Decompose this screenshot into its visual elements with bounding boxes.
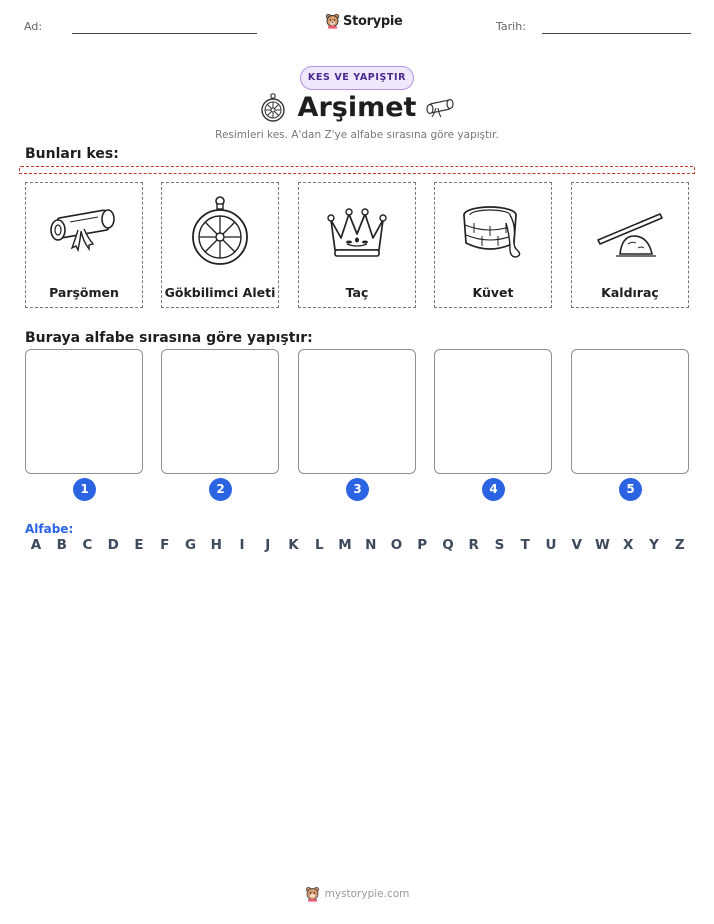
slot-number-3: 3 [346,478,369,501]
cut-section-heading: Bunları kes: [25,146,119,162]
paste-slot-2[interactable] [161,349,279,474]
alphabet-letter: A [30,537,42,553]
slot-number-2: 2 [209,478,232,501]
alphabet-letter: W [595,537,610,553]
brand-name: Storypie [343,13,403,29]
bear-mascot-icon [305,886,320,902]
alphabet-letter: U [545,537,557,553]
alphabet-letter: Z [674,537,685,553]
alphabet-letter: C [82,537,93,553]
paste-slot-3[interactable] [298,349,416,474]
footer [0,886,714,902]
paste-slot-1[interactable] [25,349,143,474]
alphabet-letter: B [56,537,67,553]
alphabet-letter: E [134,537,144,553]
card-label: Kaldıraç [601,285,659,300]
alphabet-letter: L [314,537,324,553]
scroll-icon [48,204,120,260]
brand-logo [325,13,403,29]
alphabet-letter: V [571,537,582,553]
name-label: Ad: [24,20,43,33]
cutout-card-parsomen[interactable] [25,182,143,308]
page-title: Arşimet [297,92,417,123]
alphabet-letter: I [239,537,245,553]
alphabet-letter: M [338,537,352,553]
alphabet-letter: D [107,537,119,553]
alphabet-letter: R [468,537,479,553]
cut-line-bottom [19,173,695,174]
alphabet-letter: Y [649,537,659,553]
card-label: Küvet [472,285,514,300]
astrolabe-icon [189,195,251,269]
card-label: Gökbilimci Aleti [164,285,276,300]
alphabet-letter: S [494,537,505,553]
alphabet-letter: O [390,537,403,553]
alphabet-letter: Q [442,537,454,553]
alphabet-label: Alfabe: [25,522,74,536]
cutout-card-gokbilimci-aleti[interactable] [161,182,279,308]
slot-number-4: 4 [482,478,505,501]
paste-slot-4[interactable] [434,349,552,474]
crown-icon [325,204,389,260]
date-label: Tarih: [496,20,526,33]
alphabet-letter: G [184,537,197,553]
footer-url: mystorypie.com [324,888,410,900]
alphabet-letter: X [623,537,634,553]
alphabet-letter: F [160,537,170,553]
alphabet-letter: P [417,537,428,553]
alphabet-letter: H [210,537,222,553]
bear-mascot-icon [325,13,340,29]
bathtub-icon [460,203,526,261]
card-label: Parşömen [49,285,119,300]
card-label: Taç [345,285,369,300]
alphabet-letter: K [288,537,299,553]
slot-number-1: 1 [73,478,96,501]
cutout-card-kuvet[interactable] [434,182,552,308]
alphabet-row [26,537,690,553]
cutout-card-tac[interactable] [298,182,416,308]
alphabet-letter: T [520,537,530,553]
lever-icon [594,206,666,258]
slot-number-5: 5 [619,478,642,501]
alphabet-letter: J [265,537,271,553]
date-field-line[interactable] [542,33,691,34]
alphabet-letter: N [365,537,377,553]
paste-section-heading: Buraya alfabe sırasına göre yapıştır: [25,330,313,346]
instructions: Resimleri kes. A'dan Z'ye alfabe sırasına göre yapıştır. [215,129,499,141]
paste-slot-5[interactable] [571,349,689,474]
cutout-card-kaldirac[interactable] [571,182,689,308]
scroll-icon [424,96,456,120]
worksheet-header [0,0,714,50]
title-row [0,92,714,128]
name-field-line[interactable] [72,33,257,34]
activity-type-badge: KES VE YAPIŞTIR [300,66,414,90]
